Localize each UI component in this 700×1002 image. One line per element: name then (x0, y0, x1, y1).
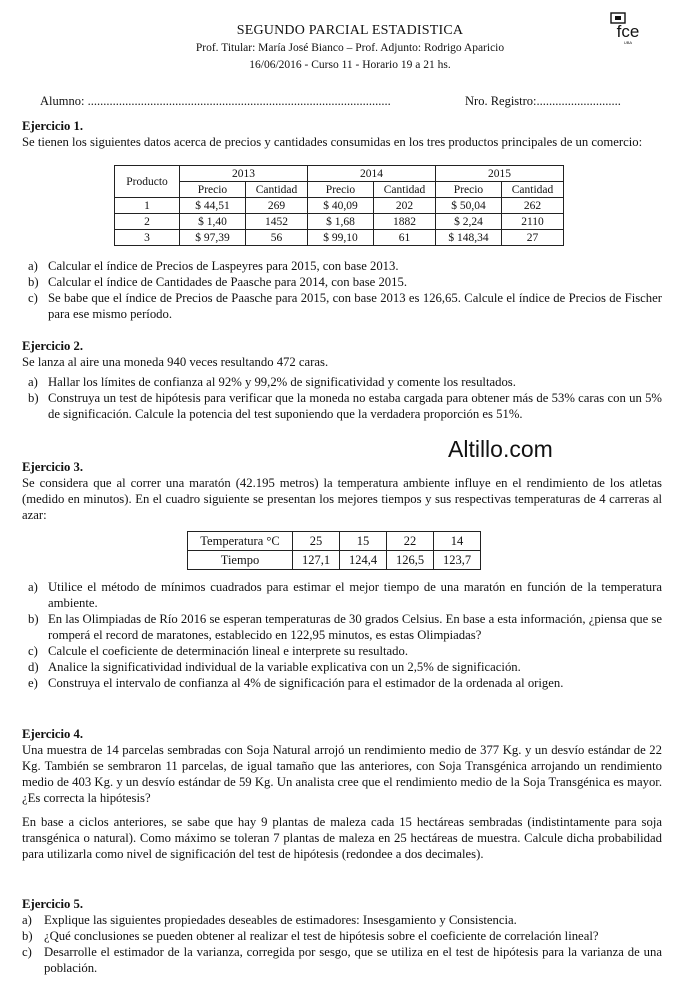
exercise-1-text: Se tienen los siguientes datos acerca de precios y cantidades consumidas en los tres productos principales de un comercio: (22, 135, 643, 149)
table-cell: $ 148,34 (436, 230, 502, 246)
table-cell: 56 (246, 230, 308, 246)
table-cell: 2 (115, 214, 180, 230)
table-cell: 123,7 (434, 551, 481, 570)
table-cell: 202 (374, 198, 436, 214)
list-item: b) Calcular el índice de Cantidades de Paasche para 2014, con base 2015. (28, 275, 407, 289)
exercise-5-title: Ejercicio 5. (22, 897, 84, 911)
exercise-1-items (22, 258, 662, 322)
subheader-cantidad: Cantidad (374, 182, 436, 198)
exercise-3-items (22, 579, 662, 691)
header-year: 2015 (436, 166, 564, 182)
table-cell: 14 (434, 532, 481, 551)
fce-logo (606, 10, 650, 46)
table-cell: 269 (246, 198, 308, 214)
table-cell: 1 (115, 198, 180, 214)
table-row (188, 532, 481, 551)
list-item: b) ¿Qué conclusiones se pueden obtener al realizar el test de hipótesis sobre el coeficiente de correlación lineal? (22, 929, 599, 943)
table-cell: 2110 (502, 214, 564, 230)
table-row (115, 230, 564, 246)
exercise-1-intro (22, 118, 662, 150)
list-item: b) Construya un test de hipótesis para verificar que la moneda no estaba cargada para obtener más de 53% caras con un 5% de significación. Calcule la potencia del test suponiendo que la verdadera proporción es 51%. (28, 391, 662, 421)
exercise-4-paragraph-1: Una muestra de 14 parcelas sembradas con Soja Natural arrojó un rendimiento medio de 377 Kg. y un desvío estándar de 22 Kg. También se sembraron 11 parcelas, de igual tamaño que las anteriores, con Soja Transgénica arrojando un rendimiento medio de 403 Kg. y un desvío estándar de 59 Kg. Un analista cree que el rendimiento medio de la Soja Transgénica es mayor. ¿Es correcta la hipótesis? (22, 743, 662, 805)
registro-field: Nro. Registro:........................... (465, 94, 621, 108)
watermark: Altillo.com (448, 436, 553, 462)
exercise-1-title: Ejercicio 1. (22, 119, 84, 133)
list-item: a) Explique las siguientes propiedades deseables de estimadores: Insesgamiento y Consistencia. (22, 913, 517, 927)
table-cell: 22 (387, 532, 434, 551)
table-cell: $ 99,10 (308, 230, 374, 246)
subheader-cantidad: Cantidad (246, 182, 308, 198)
table-cell: 15 (340, 532, 387, 551)
exercise-2-text: Se lanza al aire una moneda 940 veces resultando 472 caras. (22, 355, 329, 369)
logo-caption: UBA (623, 40, 633, 45)
list-item: a) Hallar los límites de confianza al 92% y 99,2% de significatividad y comente los resultados. (28, 375, 516, 389)
list-item: d) Analice la significatividad individual de la variable explicativa con un 2,5% de significación. (28, 660, 521, 674)
table-cell: 3 (115, 230, 180, 246)
date-line: 16/06/2016 - Curso 11 - Horario 19 a 21 hs. (249, 59, 451, 71)
table-row (115, 214, 564, 230)
list-item: e) Construya el intervalo de confianza al 4% de significación para el estimador de la ordenada al origen. (28, 676, 564, 690)
list-item: c) Se babe que el índice de Precios de Paasche para 2015, con base 2013 es 126,65. Calcule el índice de Precios de Fischer para ese mismo período. (28, 291, 662, 321)
list-item: c) Desarrolle el estimador de la varianza, corregida por sesgo, que se utiliza en el test de hipótesis para la varianza de una población. (22, 945, 662, 975)
list-item: b) En las Olimpiadas de Río 2016 se esperan temperaturas de 30 grados Celsius. En base a esta información, ¿piensa que se romperá el record de maratones, establecido en 122,95 minutos, es estas Olimpiadas? (28, 612, 662, 642)
exercise-3-intro (22, 459, 662, 523)
list-item: c) Calcule el coeficiente de determinación lineal e interprete su resultado. (28, 644, 409, 658)
alumno-field: Alumno: ................................................................................................. (40, 94, 391, 108)
table-cell: 61 (374, 230, 436, 246)
list-item: a) Utilice el método de mínimos cuadrados para estimar el mejor tiempo de una maratón en función de la temperatura ambiente. (28, 580, 662, 610)
subheader-precio: Precio (180, 182, 246, 198)
table-cell: $ 1,40 (180, 214, 246, 230)
table-cell: $ 1,68 (308, 214, 374, 230)
list-item: a) Calcular el índice de Precios de Laspeyres para 2015, con base 2013. (28, 259, 399, 273)
exam-title: SEGUNDO PARCIAL ESTADISTICA (236, 23, 464, 38)
table-cell: $ 97,39 (180, 230, 246, 246)
professors-line: Prof. Titular: María José Bianco – Prof. Adjunto: Rodrigo Aparicio (195, 42, 505, 54)
table-cell: 127,1 (293, 551, 340, 570)
exercise-3-title: Ejercicio 3. (22, 460, 84, 474)
table-cell: 126,5 (387, 551, 434, 570)
table-cell: $ 44,51 (180, 198, 246, 214)
exercise-5 (22, 896, 662, 976)
student-line (40, 94, 650, 109)
prices-quantities-table (114, 165, 564, 246)
row-label: Tiempo (188, 551, 293, 570)
table-cell: $ 50,04 (436, 198, 502, 214)
logo-text: fce (616, 22, 640, 41)
table-cell: 1452 (246, 214, 308, 230)
exercise-2 (22, 338, 662, 422)
subheader-cantidad: Cantidad (502, 182, 564, 198)
header-year: 2013 (180, 166, 308, 182)
subheader-precio: Precio (436, 182, 502, 198)
table-cell: $ 2,24 (436, 214, 502, 230)
subheader-precio: Precio (308, 182, 374, 198)
table-cell: $ 40,09 (308, 198, 374, 214)
header-year: 2014 (308, 166, 436, 182)
table-cell: 262 (502, 198, 564, 214)
row-label: Temperatura °C (188, 532, 293, 551)
exercise-2-title: Ejercicio 2. (22, 339, 84, 353)
table-row (188, 551, 481, 570)
table-cell: 124,4 (340, 551, 387, 570)
exercise-3-text: Se considera que al correr una maratón (42.195 metros) la temperatura ambiente influye en el rendimiento de los atletas (medido en minutos). En el cuadro siguiente se presentan los mejores tiempos y sus respectivas temperaturas de 4 carreras al azar: (22, 476, 662, 522)
exercise-4-title: Ejercicio 4. (22, 727, 84, 741)
table-cell: 25 (293, 532, 340, 551)
exercise-4 (22, 726, 662, 862)
temperature-time-table (187, 531, 481, 570)
header-producto: Producto (115, 166, 180, 198)
table-row (115, 198, 564, 214)
table-cell: 27 (502, 230, 564, 246)
exercise-4-paragraph-2: En base a ciclos anteriores, se sabe que hay 9 plantas de maleza cada 15 hectáreas sembradas (indistintamente para soja transgénica o natural). Como máximo se toleran 7 plantas de maleza en 25 hectáreas de muestra. Calcule dicha probabilidad para utilizarla como nivel de significación del test de hipótesis (redondee a dos decimales). (22, 815, 662, 861)
table-cell: 1882 (374, 214, 436, 230)
